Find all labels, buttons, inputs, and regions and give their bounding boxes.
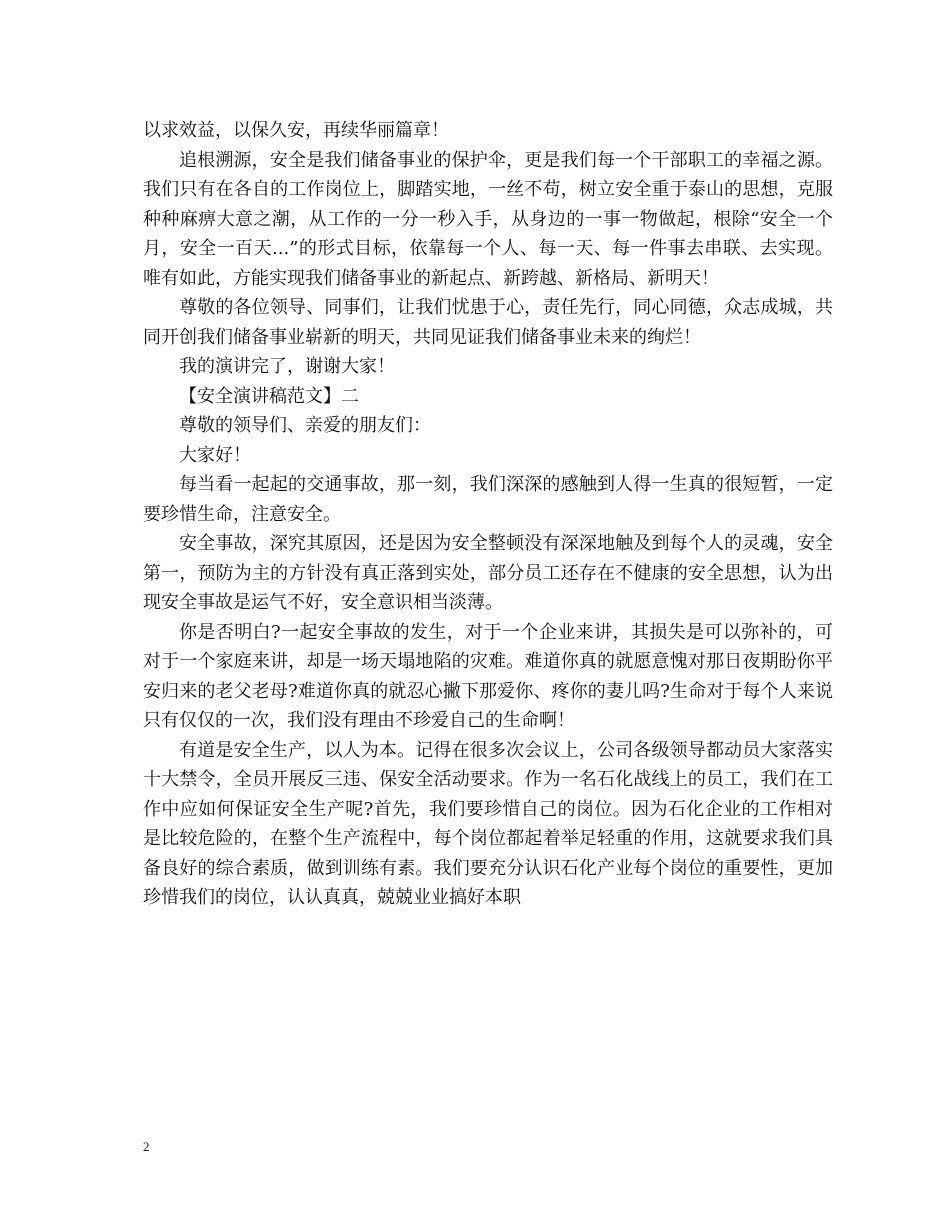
paragraph: 每当看一起起的交通事故，那一刻，我们深深的感触到人得一生真的很短暂，一定要珍惜生命，注意安全。 [143,474,833,525]
document-body [143,116,833,913]
paragraph: 你是否明白?一起安全事故的发生，对于一个企业来讲，其损失是可以弥补的，可对于一个家庭来讲，却是一场天塌地陷的灾难。难道你真的就愿意愧对那日夜期盼你平安归来的老父老母?难道你真的就忍心撇下那爱你、疼你的妻儿吗?生命对于每个人来说只有仅仅的一次，我们没有理由不珍爱自己的生命啊！ [143,621,833,731]
paragraph: 有道是安全生产，以人为本。记得在很多次会议上，公司各级领导都动员大家落实十大禁令，全员开展反三违、保安全活动要求。作为一名石化战线上的员工，我们在工作中应如何保证安全生产呢?首先，我们要珍惜自己的岗位。因为石化企业的工作相对是比较危险的，在整个生产流程中，每个岗位都起着举足轻重的作用，这就要求我们具备良好的综合素质，做到训练有素。我们要充分认识石化产业每个岗位的重要性，更加珍惜我们的岗位，认认真真，兢兢业业搞好本职 [143,739,833,908]
page-number: 2 [143,1139,150,1154]
section-heading: 【安全演讲稿范文】二 [179,385,359,407]
paragraph-continuation: 以求效益，以保久安，再续华丽篇章！ [143,120,449,141]
paragraph-closing: 我的演讲完了，谢谢大家！ [179,356,395,377]
paragraph: 尊敬的各位领导、同事们，让我们忧患于心，责任先行，同心同德，众志成城，共同开创我们储备事业崭新的明天，共同见证我们储备事业未来的绚烂！ [143,297,833,348]
greeting: 大家好！ [179,444,251,466]
salutation: 尊敬的领导们、亲爱的朋友们： [179,415,431,436]
paragraph: 追根溯源，安全是我们储备事业的保护伞，更是我们每一个干部职工的幸福之源。我们只有在各自的工作岗位上，脚踏实地，一丝不苟，树立安全重于泰山的思想，克服种种麻痹大意之潮，从工作的一分一秒入手，从身边的一事一物做起，根除“安全一个月，安全一百天...”的形式目标，依靠每一个人、每一天、每一件事去串联、去实现。唯有如此，方能实现我们储备事业的新起点、新跨越、新格局、新明天！ [143,149,833,289]
paragraph: 安全事故，深究其原因，还是因为安全整顿没有深深地触及到每个人的灵魂，安全第一，预防为主的方针没有真正落到实处，部分员工还存在不健康的安全思想，认为出现安全事故是运气不好，安全意识相当淡薄。 [143,533,833,613]
